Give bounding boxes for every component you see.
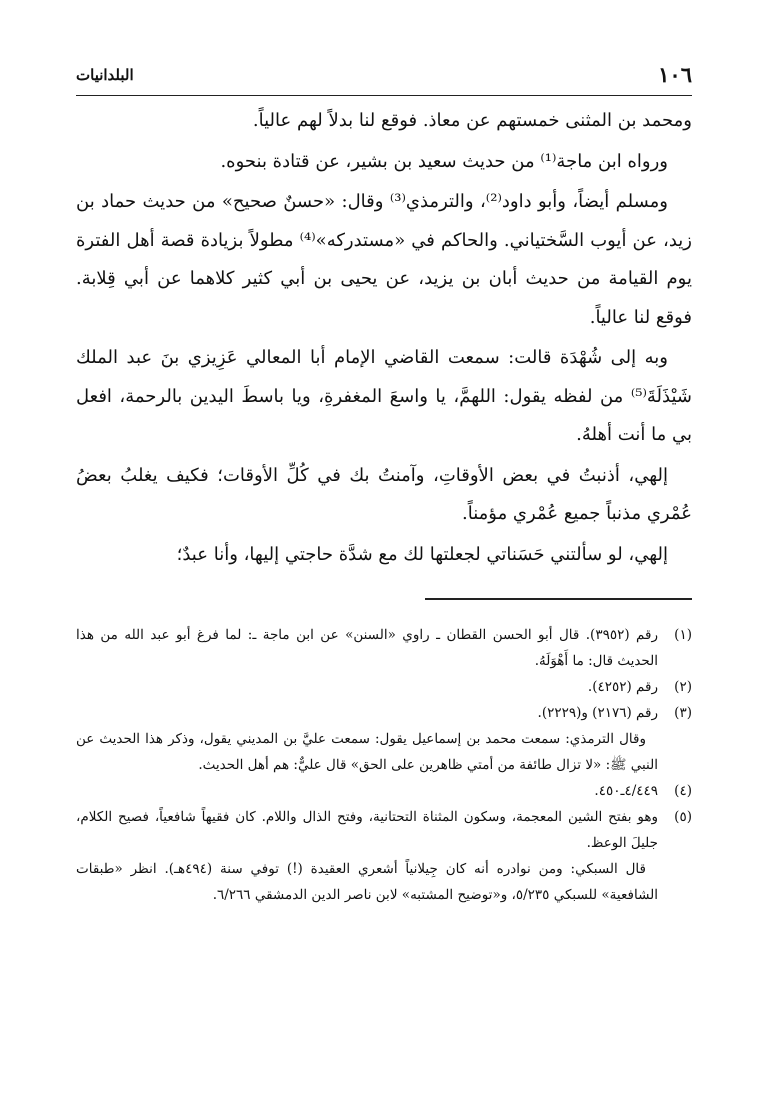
paragraph-6: إلهي، لو سألتني حَسَناتي لجعلتها لك مع شدَّة حاجتي إليها، وأنا عبدٌ؛ xyxy=(176,543,668,565)
footnote-text: رقم (٢١٧٦) و(٢٢٢٩). xyxy=(537,705,658,721)
running-header xyxy=(76,62,692,92)
footnote-number: (٢) xyxy=(674,679,692,695)
main-text xyxy=(76,102,692,576)
page-number: ١٠٦ xyxy=(658,62,692,87)
footnote-divider xyxy=(425,598,692,600)
footnote-5 xyxy=(76,804,692,856)
footnote-5-continuation: قال السبكي: ومن نوادره أنه كان جِيلانياً أشعري العقيدة (!) توفي سنة (٤٩٤هـ). انظر «طبقات الشافعية» للسبكي ٥/٢٣٥، و«توضيح المشتبه» لابن ناصر الدين الدمشقي ٦/٢٦٦. xyxy=(76,861,658,903)
footnote-3-continuation: وقال الترمذي: سمعت محمد بن إسماعيل يقول: سمعت عليَّ بن المديني يقول، وذكر هذا الحديث عن النبي ﷺ: «لا تزال طائفة من أمتي ظاهرين على الحق» قال عليٌّ: هم أهل الحديث. xyxy=(76,731,658,773)
header-divider xyxy=(76,95,692,96)
footnote-text: رقم (٣٩٥٢). قال أبو الحسن القطان ـ راوي «السنن» عن ابن ماجة ـ: لما فرغ أبو عبد الله من هذا الحديث قال: ما أَهْوَلَهُ. xyxy=(76,627,658,669)
footnote-text: رقم (٤٢٥٢). xyxy=(587,679,658,695)
footnote-text: وهو بفتح الشين المعجمة، وسكون المثناة التحتانية، وفتح الذال واللام. كان فقيهاً شافعياً، فصيح الكلام، جليلَ الوعظ. xyxy=(76,809,658,851)
footnote-3 xyxy=(76,700,692,726)
paragraph-5: إلهي، أذنبتُ في بعض الأوقاتِ، وآمنتُ بك في كُلِّ الأوقات؛ فكيف يغلبُ بعضُ عُمْري مذنباً جميع عُمْري مؤمناً. xyxy=(76,464,692,524)
footnote-text: ٤/٤٤٩ـ٤٥٠. xyxy=(594,783,658,799)
footnote-number: (١) xyxy=(674,627,692,643)
paragraph-3: ومسلم أيضاً، وأبو داود⁽²⁾، والترمذي⁽³⁾ وقال: «حسنٌ صحيح» من حديث حماد بن زيد، عن أيوب السَّختياني. والحاكم في «مستدركه»⁽⁴⁾ مطولاً بزيادة قصة أهل الفترة يوم القيامة من حديث أبان بن يزيد، عن يحيى بن أبي كثير كلاهما عن أبي قِلابة. فوقع لنا عالياً. xyxy=(76,191,693,328)
footnote-number: (٥) xyxy=(674,809,692,825)
paragraph-1: ومحمد بن المثنى خمستهم عن معاذ. فوقع لنا بدلاً لهم عالياً. xyxy=(252,110,692,131)
footnote-4 xyxy=(76,778,692,804)
footnote-1 xyxy=(76,622,692,674)
footnote-2 xyxy=(76,674,692,700)
paragraph-4: وبه إلى شُهْدَة قالت: سمعت القاضي الإمام أبا المعالي عَزِيزي بنَ عبد الملك شَيْذَلَةَ⁽⁵⁾ من لفظه يقول: اللهمَّ، يا واسعَ المغفرةِ، ويا باسطَ اليدين بالرحمة، افعل بي ما أنت أهلهُ. xyxy=(76,347,692,445)
footnote-number: (٣) xyxy=(674,705,692,721)
paragraph-2: ورواه ابن ماجة⁽¹⁾ من حديث سعيد بن بشير، عن قتادة بنحوه. xyxy=(220,150,668,172)
footnotes xyxy=(76,622,692,908)
footnote-number: (٤) xyxy=(674,783,692,799)
book-title: البلدانيات xyxy=(76,66,134,84)
